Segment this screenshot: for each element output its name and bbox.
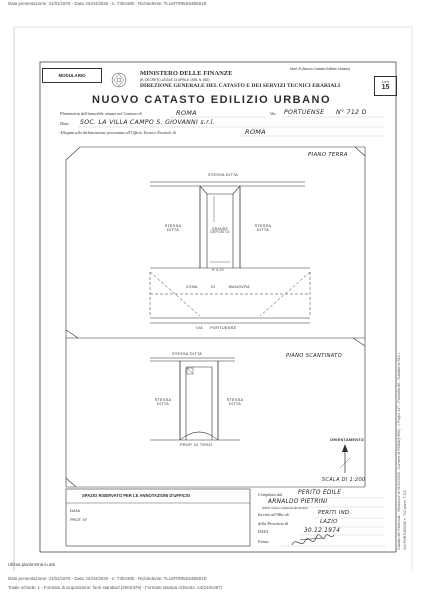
office-prot-label: PROT. N° xyxy=(70,517,88,522)
ufficio-value: ROMA xyxy=(245,128,266,136)
compiled-label: Compilata dal xyxy=(258,492,283,497)
office-reserved-title: SPAZIO RISERVATO PER LE ANNOTAZIONI D'UFFICIO xyxy=(82,493,191,498)
republic-emblem-icon xyxy=(112,73,126,87)
ground-floor-plan xyxy=(150,182,310,323)
signature-label: Firma xyxy=(258,539,269,544)
model-label: Mod. B (Nuovo Catasto Edilizio Urbano) xyxy=(290,67,351,71)
orientation-label: ORIENTAMENTO xyxy=(330,438,365,442)
basement-floor-label: PIANO SCANTINATO xyxy=(286,353,342,359)
footer-presentation: Data presentazione: 31/01/1975 - Data: 01/04/2025 - n. T304485 - Richiedente: TLLMTR85S54B501E xyxy=(8,576,207,581)
ground-left-neighbor: STESSA DITTA xyxy=(164,224,182,232)
side-note-line2: VIA PORTUENSE n. 712 piano: T-S1; xyxy=(402,489,407,550)
compiler-name: ARNALDO PIETRINI xyxy=(268,499,328,505)
office-date-label: DATA xyxy=(70,508,81,513)
comune-value: ROMA xyxy=(176,109,197,117)
side-note-line1: Catasto dei Fabbricati - Situazione al 01/04/2025 - Comune di ROMA(H501) - < Foglio 447 - Particella 80 - Subalterno 512 > xyxy=(397,352,401,550)
compile-date-label: DATA xyxy=(258,529,269,534)
decree-note: (R. DECRETO-LEGGE 13 APRILE 1939, N. 652) xyxy=(140,78,210,82)
street-number: N° 712 D xyxy=(336,109,367,116)
page-title: NUOVO CATASTO EDILIZIO URBANO xyxy=(92,94,332,106)
footer-totals: Totale schede: 1 - Formato di acquisizione: fuori standard (250X378) - Formato stampa richiesto: A4(210x297) xyxy=(8,585,223,590)
modulario-box xyxy=(42,68,102,83)
basement-bottom-neighbor: PROP. DI TERZI xyxy=(180,443,213,447)
maneuver-zone xyxy=(150,272,310,316)
maneuver-zone-label: ZONA DI MANOVRA xyxy=(186,285,250,289)
compiler-title: PERITO EDILE xyxy=(298,490,342,496)
modulario-label: MODULARIO xyxy=(58,73,86,78)
ground-floor-label: PIANO TERRA xyxy=(308,152,348,158)
ditta-value: SOC. LA VILLA CAMPO S. GIOVANNI s.r.l. xyxy=(80,119,215,126)
side-cadastral-note xyxy=(397,270,409,550)
compiler-name-hint: (Titolo, nome e cognome del tecnico) xyxy=(262,506,308,510)
ground-top-neighbor: STESSA DITTA xyxy=(208,173,239,177)
footer-last-plan: Ultima planimetria in atti xyxy=(8,562,55,567)
basement-top-neighbor: STESSA DITTA xyxy=(172,352,203,356)
scan-top-line: Data presentazione: 31/01/1975 - Data: 01/04/2025 - n. T304485 - Richiedente: TLLMTR85S54B501E xyxy=(8,1,207,6)
ground-height-label: H 4,10 xyxy=(212,268,224,272)
scale-label: SCALA DI 1:200 xyxy=(322,477,366,483)
direction-title: DIREZIONE GENERALE DEL CATASTO E DEI SERVIZI TECNICI ERARIALI xyxy=(140,83,341,89)
basement-right-neighbor: STESSA DITTA xyxy=(226,398,244,406)
basement-left-neighbor: STESSA DITTA xyxy=(154,398,172,406)
ministry-title: MINISTERO DELLE FINANZE xyxy=(140,70,233,77)
province-label: della Provincia di xyxy=(258,521,289,526)
province-value: LAZIO xyxy=(320,519,338,525)
compile-date-value: 30.12.1974 xyxy=(304,528,341,534)
allegata-label: Allegata alla dichiarazione presentata all'Ufficio Tecnico Erariale di xyxy=(60,130,176,135)
ground-room-label: GRANDE DEPOSITO xyxy=(210,227,230,235)
ditta-label: Ditta xyxy=(60,121,69,126)
fee-value: 15 xyxy=(381,84,390,91)
location-label: Planimetria dell'immobile situato nel Comune di xyxy=(60,111,142,116)
fee-stamp xyxy=(374,76,397,96)
signature-drawing xyxy=(292,535,334,545)
via-label: Via xyxy=(270,111,276,116)
north-arrow-icon xyxy=(340,444,350,473)
albo-value: PERITI IND. xyxy=(318,510,352,516)
ground-right-neighbor: STESSA DITTA xyxy=(254,224,272,232)
street-label: VIA PORTUENSE xyxy=(196,326,237,330)
plan-frame xyxy=(66,147,365,487)
via-value: PORTUENSE xyxy=(284,109,325,116)
albo-label: Iscritto all'Albo de xyxy=(258,512,290,517)
fee-label: Lire xyxy=(382,79,389,84)
